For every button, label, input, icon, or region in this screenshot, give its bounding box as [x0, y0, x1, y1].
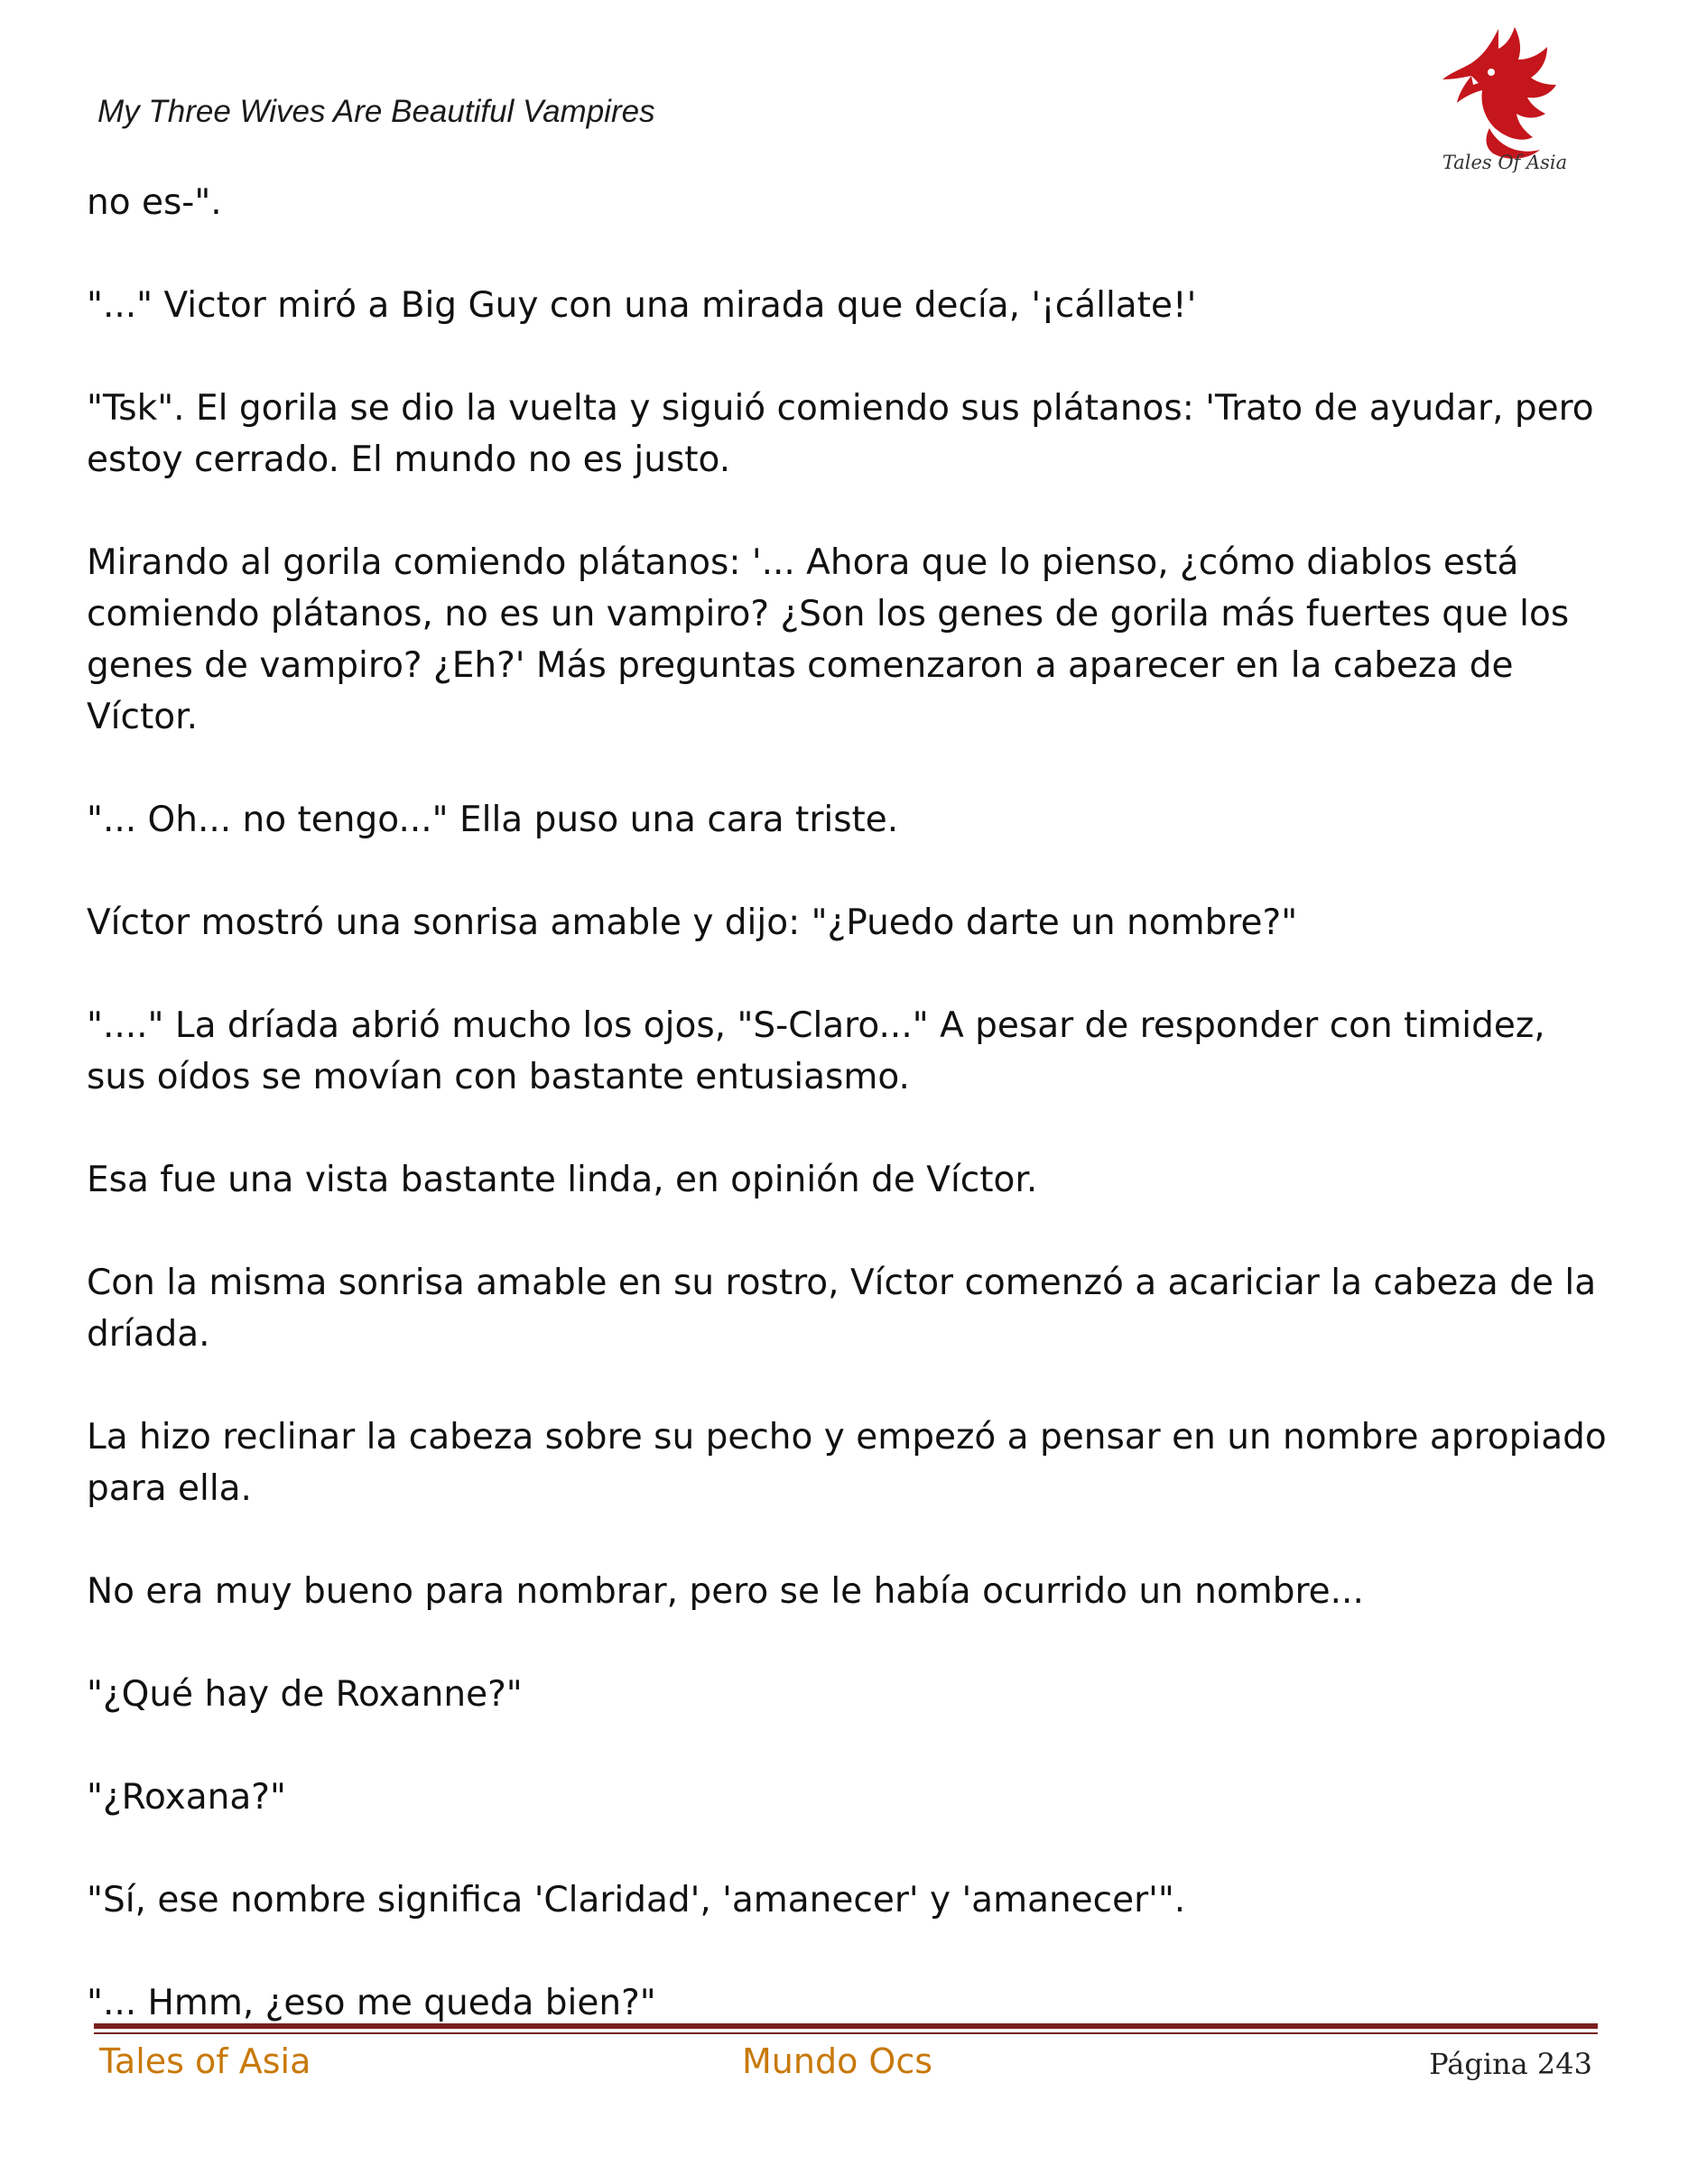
paragraph: Mirando al gorila comiendo plátanos: '... Ahora que lo pienso, ¿cómo diablos está comiendo plátanos, no es un vampiro? ¿Son los genes de gorila más fuertes que los genes de vampiro? ¿Eh?' Más preguntas comenzaron a aparecer en la cabeza de Víctor. — [87, 542, 1570, 737]
footer-divider-thin — [94, 2032, 1598, 2034]
footer-divider-thick — [94, 2023, 1598, 2029]
paragraph: no es-". — [87, 182, 222, 223]
paragraph: "..." Victor miró a Big Guy con una mirada que decía, '¡cállate!' — [87, 285, 1197, 326]
paragraph: "¿Roxana?" — [87, 1777, 286, 1818]
paragraph: "... Oh... no tengo..." Ella puso una cara triste. — [87, 800, 899, 840]
page-body — [87, 177, 1612, 2080]
paragraph: La hizo reclinar la cabeza sobre su pecho y empezó a pensar en un nombre apropiado para ella. — [87, 1417, 1607, 1509]
paragraph: No era muy bueno para nombrar, pero se le había ocurrido un nombre... — [87, 1571, 1364, 1612]
paragraph: "... Hmm, ¿eso me queda bien?" — [87, 1983, 656, 2023]
paragraph: "...." La dríada abrió mucho los ojos, "S-Claro..." A pesar de responder con timidez, sus oídos se movían con bastante entusiasmo. — [87, 1005, 1545, 1097]
paragraph: Con la misma sonrisa amable en su rostro, Víctor comenzó a acariciar la cabeza de la dríada. — [87, 1263, 1597, 1355]
paragraph: Esa fue una vista bastante linda, en opinión de Víctor. — [87, 1160, 1038, 1200]
paragraph: Víctor mostró una sonrisa amable y dijo: "¿Puedo darte un nombre?" — [87, 902, 1298, 943]
logo-caption: Tales Of Asia — [1442, 152, 1568, 173]
footer-translator: Mundo Ocs — [742, 2041, 933, 2081]
running-header-title: My Three Wives Are Beautiful Vampires — [97, 94, 655, 129]
footer-publisher: Tales of Asia — [99, 2041, 311, 2081]
paragraph: "Tsk". El gorila se dio la vuelta y siguió comiendo sus plátanos: 'Trato de ayudar, pero estoy cerrado. El mundo no es justo. — [87, 388, 1594, 480]
paragraph: "Sí, ese nombre significa 'Claridad', 'amanecer' y 'amanecer'". — [87, 1880, 1186, 1920]
paragraph: "¿Qué hay de Roxanne?" — [87, 1674, 523, 1715]
page-number: Página 243 — [1429, 2047, 1592, 2081]
